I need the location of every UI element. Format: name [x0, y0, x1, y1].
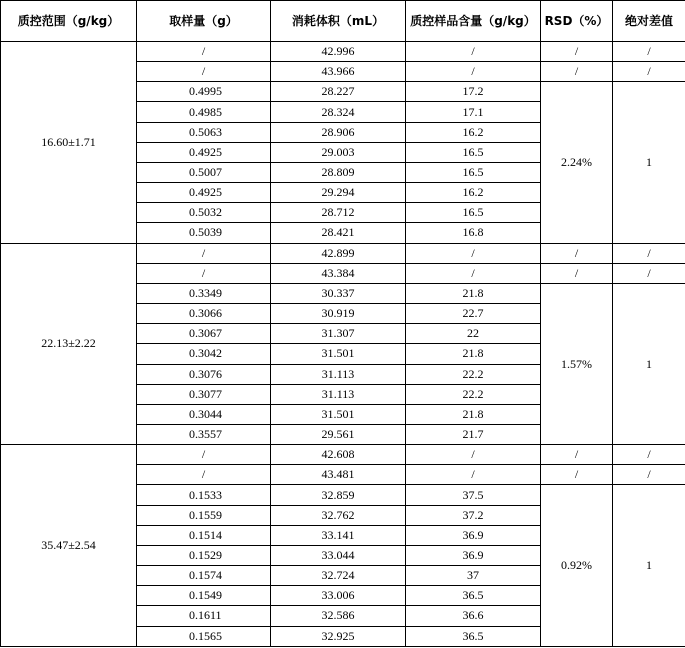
blank-mass-cell: /: [137, 465, 271, 485]
blank-rsd-cell: /: [541, 243, 613, 263]
blank-volume-cell: 43.481: [271, 465, 406, 485]
sample-mass-cell: 0.4985: [137, 102, 271, 122]
sample-mass-cell: 0.3044: [137, 404, 271, 424]
abs-diff-cell: 1: [613, 283, 685, 444]
sample-content-cell: 37.2: [406, 505, 541, 525]
blank-content-cell: /: [406, 445, 541, 465]
sample-mass-cell: 0.4925: [137, 183, 271, 203]
blank-rsd-cell: /: [541, 263, 613, 283]
consumed-volume-cell: 32.724: [271, 566, 406, 586]
sample-mass-cell: 0.1574: [137, 566, 271, 586]
blank-mass-cell: /: [137, 445, 271, 465]
rsd-cell: 0.92%: [541, 485, 613, 647]
sample-content-cell: 22.2: [406, 384, 541, 404]
sample-mass-cell: 0.3076: [137, 364, 271, 384]
header-sample-mass: 取样量（g）: [137, 1, 271, 42]
consumed-volume-cell: 30.337: [271, 283, 406, 303]
header-rsd: RSD（%）: [541, 1, 613, 42]
sample-mass-cell: 0.4995: [137, 82, 271, 102]
sample-content-cell: 36.6: [406, 606, 541, 626]
sample-content-cell: 36.5: [406, 626, 541, 646]
header-qc-range: 质控范围（g/kg）: [1, 1, 137, 42]
sample-content-cell: 37.5: [406, 485, 541, 505]
sample-content-cell: 21.8: [406, 344, 541, 364]
table-body: [1, 42, 685, 647]
sample-content-cell: 36.5: [406, 586, 541, 606]
consumed-volume-cell: 32.859: [271, 485, 406, 505]
sample-mass-cell: 0.3066: [137, 304, 271, 324]
consumed-volume-cell: 32.925: [271, 626, 406, 646]
sample-mass-cell: 0.1529: [137, 545, 271, 565]
consumed-volume-cell: 31.113: [271, 384, 406, 404]
consumed-volume-cell: 32.586: [271, 606, 406, 626]
blank-rsd-cell: /: [541, 62, 613, 82]
sample-mass-cell: 0.5063: [137, 122, 271, 142]
sample-mass-cell: 0.1611: [137, 606, 271, 626]
rsd-cell: 2.24%: [541, 82, 613, 243]
sample-mass-cell: 0.1559: [137, 505, 271, 525]
blank-volume-cell: 43.384: [271, 263, 406, 283]
blank-abs-diff-cell: /: [613, 62, 685, 82]
consumed-volume-cell: 32.762: [271, 505, 406, 525]
consumed-volume-cell: 33.006: [271, 586, 406, 606]
blank-volume-cell: 42.608: [271, 445, 406, 465]
qc-range-cell: 22.13±2.22: [1, 243, 137, 445]
header-absolute-difference: 绝对差值: [613, 1, 685, 42]
sample-content-cell: 17.2: [406, 82, 541, 102]
sample-content-cell: 36.9: [406, 525, 541, 545]
blank-content-cell: /: [406, 465, 541, 485]
blank-volume-cell: 43.966: [271, 62, 406, 82]
sample-content-cell: 22: [406, 324, 541, 344]
table-row: [1, 243, 685, 263]
blank-mass-cell: /: [137, 62, 271, 82]
sample-content-cell: 16.8: [406, 223, 541, 243]
blank-abs-diff-cell: /: [613, 42, 685, 62]
abs-diff-cell: 1: [613, 82, 685, 243]
consumed-volume-cell: 29.294: [271, 183, 406, 203]
sample-content-cell: 22.7: [406, 304, 541, 324]
consumed-volume-cell: 28.324: [271, 102, 406, 122]
sample-content-cell: 22.2: [406, 364, 541, 384]
blank-mass-cell: /: [137, 42, 271, 62]
sample-mass-cell: 0.5039: [137, 223, 271, 243]
sample-mass-cell: 0.3042: [137, 344, 271, 364]
consumed-volume-cell: 28.421: [271, 223, 406, 243]
sample-mass-cell: 0.4925: [137, 142, 271, 162]
sample-content-cell: 36.9: [406, 545, 541, 565]
blank-abs-diff-cell: /: [613, 243, 685, 263]
header-sample-content: 质控样品含量（g/kg）: [406, 1, 541, 42]
qc-range-cell: 35.47±2.54: [1, 445, 137, 647]
consumed-volume-cell: 29.561: [271, 424, 406, 444]
blank-content-cell: /: [406, 263, 541, 283]
blank-mass-cell: /: [137, 243, 271, 263]
blank-volume-cell: 42.996: [271, 42, 406, 62]
sample-content-cell: 21.8: [406, 404, 541, 424]
qc-range-cell: 16.60±1.71: [1, 42, 137, 244]
table-row: [1, 42, 685, 62]
sample-mass-cell: 0.1514: [137, 525, 271, 545]
sample-mass-cell: 0.1565: [137, 626, 271, 646]
abs-diff-cell: 1: [613, 485, 685, 647]
sample-mass-cell: 0.1549: [137, 586, 271, 606]
blank-abs-diff-cell: /: [613, 465, 685, 485]
consumed-volume-cell: 28.809: [271, 162, 406, 182]
sample-content-cell: 16.5: [406, 162, 541, 182]
header-row: [1, 1, 685, 42]
sample-mass-cell: 0.5007: [137, 162, 271, 182]
header-consumed-volume: 消耗体积（mL）: [271, 1, 406, 42]
blank-rsd-cell: /: [541, 445, 613, 465]
consumed-volume-cell: 28.712: [271, 203, 406, 223]
blank-rsd-cell: /: [541, 465, 613, 485]
table-row: [1, 445, 685, 465]
blank-content-cell: /: [406, 62, 541, 82]
consumed-volume-cell: 28.906: [271, 122, 406, 142]
blank-abs-diff-cell: /: [613, 263, 685, 283]
sample-mass-cell: 0.1533: [137, 485, 271, 505]
blank-rsd-cell: /: [541, 42, 613, 62]
sample-content-cell: 16.5: [406, 203, 541, 223]
blank-content-cell: /: [406, 243, 541, 263]
sample-content-cell: 17.1: [406, 102, 541, 122]
sample-mass-cell: 0.3067: [137, 324, 271, 344]
consumed-volume-cell: 33.141: [271, 525, 406, 545]
consumed-volume-cell: 31.501: [271, 404, 406, 424]
blank-volume-cell: 42.899: [271, 243, 406, 263]
sample-mass-cell: 0.3349: [137, 283, 271, 303]
consumed-volume-cell: 30.919: [271, 304, 406, 324]
sample-mass-cell: 0.5032: [137, 203, 271, 223]
blank-mass-cell: /: [137, 263, 271, 283]
sample-mass-cell: 0.3557: [137, 424, 271, 444]
consumed-volume-cell: 29.003: [271, 142, 406, 162]
consumed-volume-cell: 31.307: [271, 324, 406, 344]
consumed-volume-cell: 31.113: [271, 364, 406, 384]
consumed-volume-cell: 28.227: [271, 82, 406, 102]
rsd-cell: 1.57%: [541, 283, 613, 444]
sample-content-cell: 16.5: [406, 142, 541, 162]
sample-content-cell: 16.2: [406, 183, 541, 203]
sample-content-cell: 21.7: [406, 424, 541, 444]
sample-content-cell: 37: [406, 566, 541, 586]
blank-abs-diff-cell: /: [613, 445, 685, 465]
sample-mass-cell: 0.3077: [137, 384, 271, 404]
consumed-volume-cell: 31.501: [271, 344, 406, 364]
consumed-volume-cell: 33.044: [271, 545, 406, 565]
sample-content-cell: 21.8: [406, 283, 541, 303]
sample-content-cell: 16.2: [406, 122, 541, 142]
blank-content-cell: /: [406, 42, 541, 62]
